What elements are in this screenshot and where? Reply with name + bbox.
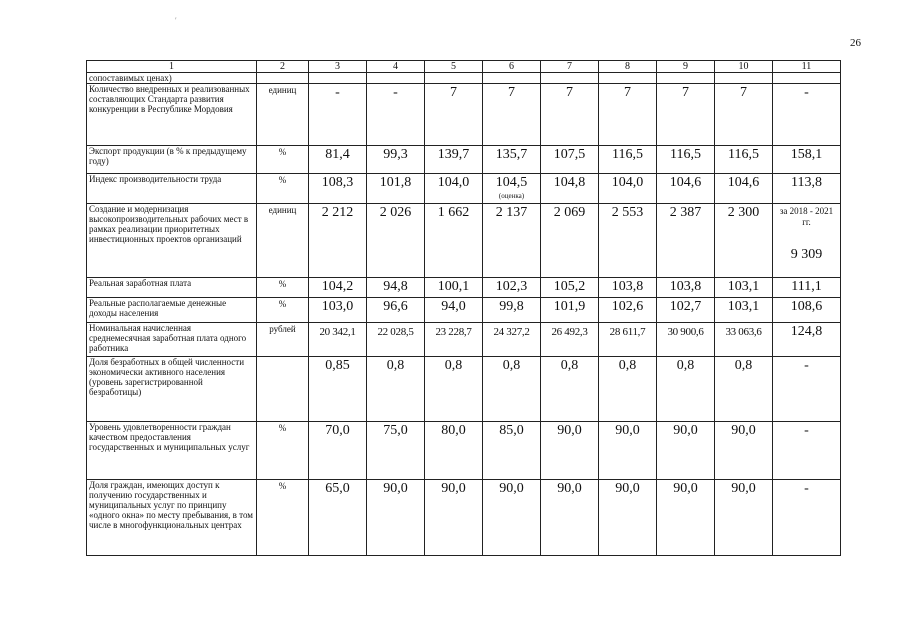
value-text: 90,0 [499, 481, 524, 496]
value-text: 0,8 [676, 358, 695, 373]
value-cell [715, 73, 773, 84]
value-cell [367, 323, 425, 357]
value-cell [657, 204, 715, 278]
value-text: 103,1 [727, 299, 760, 314]
value-cell [541, 174, 599, 204]
value-text: 104,8 [553, 175, 586, 190]
value-text: 7 [624, 85, 631, 100]
value-cell [715, 146, 773, 174]
unit-cell: рублей [257, 323, 309, 357]
value-cell [483, 73, 541, 84]
value-cell [367, 357, 425, 422]
value-cell [599, 73, 657, 84]
value-cell [715, 84, 773, 146]
value-text: 100,1 [437, 279, 470, 294]
value-text: 20 342,1 [319, 326, 356, 338]
value-cell [483, 422, 541, 480]
value-cell [367, 422, 425, 480]
value-cell [599, 204, 657, 278]
value-cell [425, 298, 483, 323]
value-text: 107,5 [553, 147, 586, 162]
value-text: 104,6 [669, 175, 702, 190]
table-row [87, 422, 841, 480]
value-text: 90,0 [731, 481, 756, 496]
header-cell: 2 [257, 61, 309, 73]
indicator-label: Доля безработных в общей численности экономически активного населения (уровень зарегистрированной безработицы) [87, 357, 257, 422]
value-cell [657, 73, 715, 84]
indicator-label: Индекс производительности труда [87, 174, 257, 204]
value-cell [425, 174, 483, 204]
value-cell [425, 323, 483, 357]
value-text: 0,8 [618, 358, 637, 373]
value-text: 103,8 [611, 279, 644, 294]
unit-cell: % [257, 174, 309, 204]
value-text: 2 387 [669, 205, 702, 220]
value-text: 108,6 [790, 299, 823, 314]
value-text: 104,6 [727, 175, 760, 190]
value-cell [773, 480, 841, 556]
header-cell: 5 [425, 61, 483, 73]
value-text: 24 327,2 [493, 326, 530, 338]
value-text: 103,1 [727, 279, 760, 294]
indicator-label: Уровень удовлетворенности граждан качеством предоставления государственных и муниципальных услуг [87, 422, 257, 480]
value-text: 0,8 [502, 358, 521, 373]
unit-cell [257, 357, 309, 422]
value-cell [367, 278, 425, 298]
value-text: 103,0 [321, 299, 354, 314]
value-cell [309, 357, 367, 422]
value-text: 65,0 [325, 481, 350, 496]
value-text: 116,5 [612, 147, 643, 162]
value-cell [715, 357, 773, 422]
value-text: 90,0 [615, 423, 640, 438]
value-cell [309, 298, 367, 323]
value-cell [309, 323, 367, 357]
table-row [87, 323, 841, 357]
value-text: 23 228,7 [435, 326, 472, 338]
value-cell [309, 146, 367, 174]
value-cell [425, 357, 483, 422]
value-cell [541, 146, 599, 174]
value-text: 7 [566, 85, 573, 100]
value-cell [715, 204, 773, 278]
unit-cell: % [257, 480, 309, 556]
value-cell [773, 357, 841, 422]
value-cell [367, 84, 425, 146]
value-cell [367, 174, 425, 204]
indicator-label: Создание и модернизация высокопроизводительных рабочих мест в рамках реализации приоритетных инвестиционных проектов организаций [87, 204, 257, 278]
value-text: 104,2 [321, 279, 354, 294]
value-cell [309, 278, 367, 298]
value-text: 116,5 [670, 147, 701, 162]
value-cell [599, 298, 657, 323]
value-text: 113,8 [791, 175, 822, 190]
value-cell [483, 323, 541, 357]
value-cell [367, 298, 425, 323]
value-cell [367, 480, 425, 556]
value-text: 1 662 [437, 205, 470, 220]
value-cell [599, 278, 657, 298]
value-text: - [804, 423, 809, 438]
value-text: 108,3 [321, 175, 354, 190]
value-cell [309, 174, 367, 204]
table-row [87, 204, 841, 278]
value-cell [541, 422, 599, 480]
value-cell [773, 278, 841, 298]
value-cell [715, 174, 773, 204]
value-text: 135,7 [495, 147, 528, 162]
value-text: 105,2 [553, 279, 586, 294]
value-cell [483, 174, 541, 204]
table-row [87, 146, 841, 174]
value-cell [367, 73, 425, 84]
value-cell [715, 278, 773, 298]
value-cell [483, 480, 541, 556]
value-text: 99,3 [383, 147, 408, 162]
value-cell [599, 174, 657, 204]
value-cell [599, 146, 657, 174]
value-text: 22 028,5 [377, 326, 414, 338]
value-cell [309, 84, 367, 146]
value-cell [657, 278, 715, 298]
value-cell [599, 480, 657, 556]
table-row [87, 298, 841, 323]
header-cell: 9 [657, 61, 715, 73]
value-cell [657, 480, 715, 556]
value-text: 2 069 [553, 205, 586, 220]
value-text: 102,7 [669, 299, 702, 314]
header-cell: 1 [87, 61, 257, 73]
value-text: 2 300 [727, 205, 760, 220]
value-text: 70,0 [325, 423, 350, 438]
scan-mark: ʹ [175, 16, 177, 25]
value-cell [599, 422, 657, 480]
value-cell [541, 278, 599, 298]
value-cell [425, 73, 483, 84]
table-row [87, 278, 841, 298]
unit-cell: % [257, 146, 309, 174]
value-cell [483, 278, 541, 298]
value-cell [309, 422, 367, 480]
value-text: 90,0 [731, 423, 756, 438]
value-text: - [804, 481, 809, 496]
value-text: 7 [740, 85, 747, 100]
unit-cell [257, 73, 309, 84]
value-text: 0,8 [734, 358, 753, 373]
value-cell [425, 84, 483, 146]
value-cell [773, 298, 841, 323]
value-text: 90,0 [557, 423, 582, 438]
value-cell [541, 480, 599, 556]
value-text: 102,3 [495, 279, 528, 294]
indicator-label: Реальная заработная плата [87, 278, 257, 298]
value-cell [367, 146, 425, 174]
value-cell [657, 84, 715, 146]
value-note: (оценка) [498, 192, 525, 200]
indicator-label: Доля граждан, имеющих доступ к получению государственных и муниципальных услуг по принципу «одного окна» по месту пребывания, в том числе в многофункциональных центрах [87, 480, 257, 556]
table-row [87, 480, 841, 556]
header-cell: 8 [599, 61, 657, 73]
value-text: 2 212 [321, 205, 354, 220]
header-row [87, 61, 841, 73]
value-cell [309, 480, 367, 556]
value-text: 101,8 [379, 175, 412, 190]
value-cell [309, 73, 367, 84]
value-cell [425, 146, 483, 174]
value-text: 30 900,6 [667, 326, 704, 338]
value-text: 116,5 [728, 147, 759, 162]
value-text: - [393, 85, 398, 100]
value-cell [425, 422, 483, 480]
value-text: 90,0 [383, 481, 408, 496]
value-text: 2 026 [379, 205, 412, 220]
value-cell [657, 323, 715, 357]
table-row [87, 73, 841, 84]
value-cell [715, 480, 773, 556]
value-text: 124,8 [790, 324, 823, 339]
header-cell: 3 [309, 61, 367, 73]
value-text: 104,0 [437, 175, 470, 190]
value-cell [715, 298, 773, 323]
value-cell [541, 298, 599, 323]
value-cell [483, 146, 541, 174]
value-cell [599, 323, 657, 357]
value-text: 158,1 [790, 147, 823, 162]
value-text: 0,8 [386, 358, 405, 373]
value-text: 99,8 [499, 299, 524, 314]
value-cell [541, 204, 599, 278]
value-cell [773, 174, 841, 204]
header-cell: 6 [483, 61, 541, 73]
value-text: 0,8 [560, 358, 579, 373]
page-number: 26 [850, 37, 861, 49]
value-text: 0,85 [325, 358, 350, 373]
value-text: 90,0 [557, 481, 582, 496]
value-cell [773, 422, 841, 480]
header-cell: 11 [773, 61, 841, 73]
value-cell [483, 357, 541, 422]
unit-cell: единиц [257, 84, 309, 146]
value-cell [541, 73, 599, 84]
indicator-label: Экспорт продукции (в % к предыдущему году) [87, 146, 257, 174]
value-text: 111,1 [791, 279, 822, 294]
value-text: 94,8 [383, 279, 408, 294]
value-cell [541, 357, 599, 422]
value-text: 28 611,7 [609, 326, 646, 338]
value-text: - [335, 85, 340, 100]
indicator-label: Номинальная начисленная среднемесячная заработная плата одного работника [87, 323, 257, 357]
value-text: 9 309 [790, 247, 823, 262]
value-cell [309, 204, 367, 278]
value-text: 90,0 [441, 481, 466, 496]
unit-cell: % [257, 298, 309, 323]
value-cell [425, 480, 483, 556]
value-text: 90,0 [673, 423, 698, 438]
value-text: 7 [682, 85, 689, 100]
header-cell: 10 [715, 61, 773, 73]
value-text: 104,5 [495, 175, 528, 190]
value-text: 90,0 [615, 481, 640, 496]
value-text: 85,0 [499, 423, 524, 438]
value-cell [773, 146, 841, 174]
value-cell [773, 84, 841, 146]
value-cell [657, 357, 715, 422]
value-text: 104,0 [611, 175, 644, 190]
value-cell [483, 84, 541, 146]
value-text: 103,8 [669, 279, 702, 294]
value-text: 2 137 [495, 205, 528, 220]
table-row [87, 84, 841, 146]
value-text: 80,0 [441, 423, 466, 438]
value-cell [773, 204, 841, 278]
value-text: 7 [450, 85, 457, 100]
indicator-label: Реальные располагаемые денежные доходы населения [87, 298, 257, 323]
value-text: 96,6 [383, 299, 408, 314]
unit-cell: единиц [257, 204, 309, 278]
value-cell [715, 422, 773, 480]
value-text: 0,8 [444, 358, 463, 373]
value-cell [773, 323, 841, 357]
indicator-label: сопоставимых ценах) [87, 73, 257, 84]
value-text: 33 063,6 [725, 326, 762, 338]
value-cell [367, 204, 425, 278]
value-cell [715, 323, 773, 357]
value-text: 101,9 [553, 299, 586, 314]
indicator-label: Количество внедренных и реализованных составляющих Стандарта развития конкуренции в Республике Мордовия [87, 84, 257, 146]
value-text: 90,0 [673, 481, 698, 496]
unit-cell: % [257, 422, 309, 480]
value-text: 81,4 [325, 147, 350, 162]
value-cell [541, 323, 599, 357]
value-note: за 2018 - 2021 гг. [779, 206, 834, 227]
header-cell: 7 [541, 61, 599, 73]
value-cell [425, 204, 483, 278]
value-cell [483, 204, 541, 278]
value-cell [541, 84, 599, 146]
value-text: 2 553 [611, 205, 644, 220]
value-cell [483, 298, 541, 323]
value-cell [657, 422, 715, 480]
table-row [87, 174, 841, 204]
indicators-table [86, 60, 841, 556]
value-text: 102,6 [611, 299, 644, 314]
value-text: 94,0 [441, 299, 466, 314]
value-cell [599, 357, 657, 422]
table-row [87, 357, 841, 422]
value-text: 139,7 [437, 147, 470, 162]
value-cell [657, 298, 715, 323]
value-cell [657, 174, 715, 204]
value-cell [425, 278, 483, 298]
unit-cell: % [257, 278, 309, 298]
value-cell [599, 84, 657, 146]
value-text: - [804, 358, 809, 373]
value-cell [773, 73, 841, 84]
value-text: 75,0 [383, 423, 408, 438]
value-text: - [804, 85, 809, 100]
header-cell: 4 [367, 61, 425, 73]
value-cell [657, 146, 715, 174]
value-text: 7 [508, 85, 515, 100]
value-text: 26 492,3 [551, 326, 588, 338]
